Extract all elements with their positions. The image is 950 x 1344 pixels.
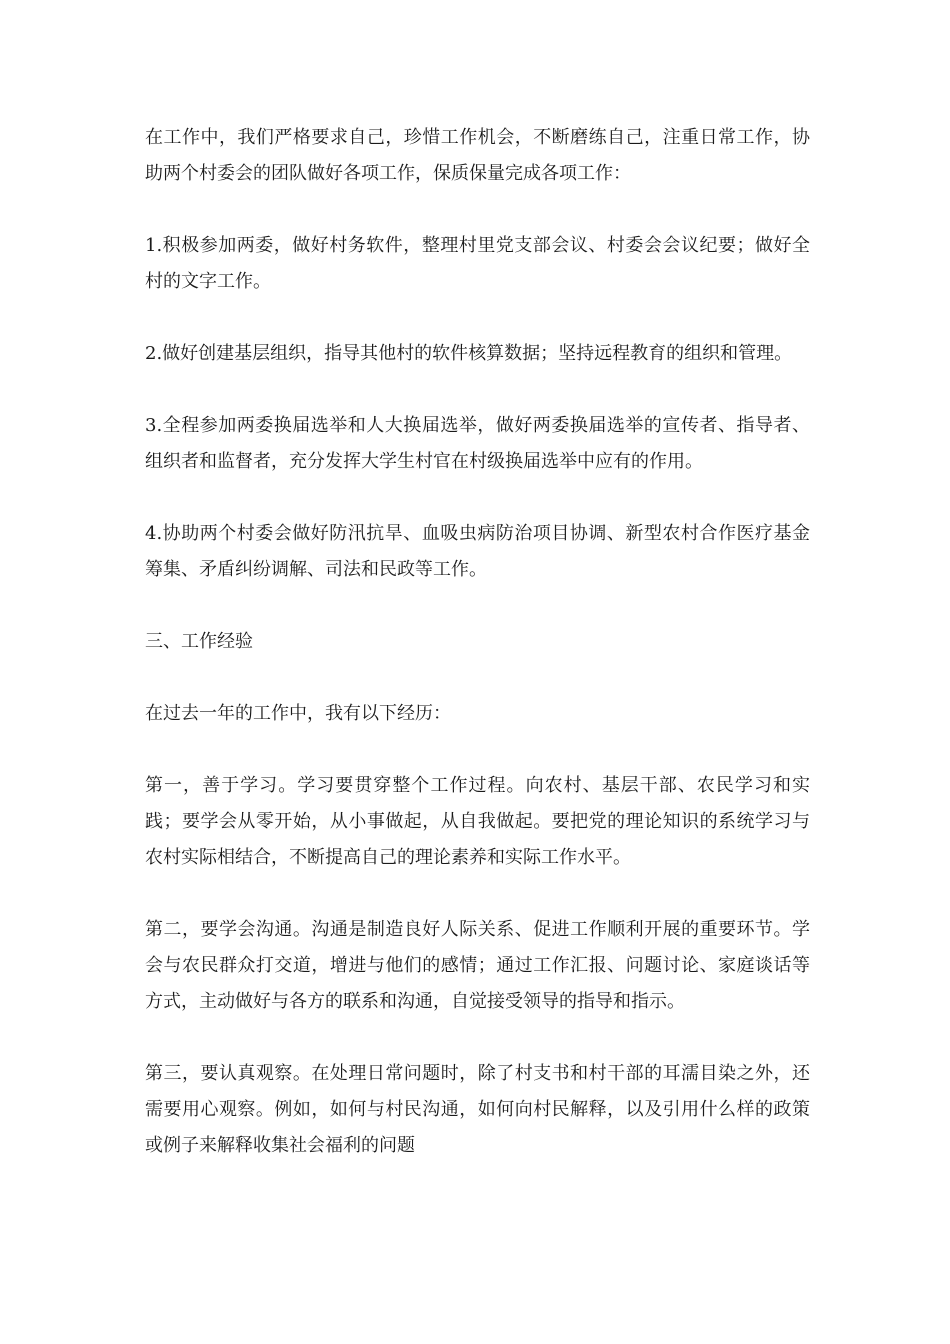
section-heading: 三、工作经验	[145, 631, 253, 652]
paragraph-intro: 在工作中，我们严格要求自己，珍惜工作机会，不断磨练自己，注重日常工作，协助两个村委会的团队做好各项工作，保质保量完成各项工作：	[145, 127, 810, 184]
paragraph-third: 第三，要认真观察。在处理日常问题时，除了村支书和村干部的耳濡目染之外，还需要用心观察。例如，如何与村民沟通，如何向村民解释，以及引用什么样的政策或例子来解释收集社会福利的问题	[145, 1063, 810, 1156]
paragraph-experience-intro: 在过去一年的工作中，我有以下经历：	[145, 703, 451, 724]
list-item-2: 2.做好创建基层组织，指导其他村的软件核算数据；坚持远程教育的组织和管理。	[145, 343, 793, 364]
paragraph-second: 第二，要学会沟通。沟通是制造良好人际关系、促进工作顺利开展的重要环节。学会与农民群众打交道，增进与他们的感情；通过工作汇报、问题讨论、家庭谈话等方式，主动做好与各方的联系和沟通，自觉接受领导的指导和指示。	[145, 919, 810, 1012]
paragraph-first: 第一，善于学习。学习要贯穿整个工作过程。向农村、基层干部、农民学习和实践；要学会从零开始，从小事做起，从自我做起。要把党的理论知识的系统学习与农村实际相结合，不断提高自己的理论素养和实际工作水平。	[145, 775, 810, 868]
list-item-1: 1.积极参加两委，做好村务软件，整理村里党支部会议、村委会会议纪要；做好全村的文字工作。	[145, 235, 810, 292]
document-body	[145, 120, 810, 1200]
list-item-3: 3.全程参加两委换届选举和人大换届选举，做好两委换届选举的宣传者、指导者、组织者和监督者，充分发挥大学生村官在村级换届选举中应有的作用。	[145, 415, 810, 472]
list-item-4: 4.协助两个村委会做好防汛抗旱、血吸虫病防治项目协调、新型农村合作医疗基金筹集、矛盾纠纷调解、司法和民政等工作。	[145, 523, 810, 580]
